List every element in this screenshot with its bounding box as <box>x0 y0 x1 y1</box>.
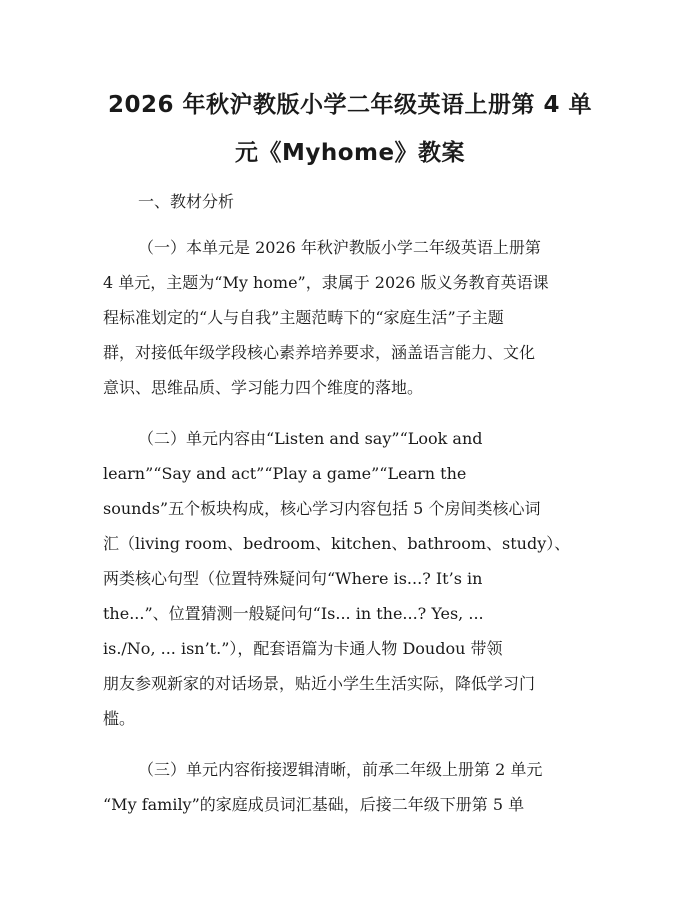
paragraph-1-line-3: 程标准划定的“人与自我”主题范畴下的“家庭生活”子主题 <box>103 308 504 327</box>
document-title-line-2: 元《Myhome》教案 <box>234 140 466 166</box>
paragraph-2-line-5: 两类核心句型（位置特殊疑问句“Where is...? It’s in <box>103 569 483 588</box>
paragraph-2-line-4: 汇（living room、bedroom、kitchen、bathroom、study）、 <box>103 534 571 553</box>
section-heading-textbook-analysis: 一、教材分析 <box>138 192 235 211</box>
paragraph-2-line-2: learn”“Say and act”“Play a game”“Learn the <box>103 464 467 483</box>
paragraph-1-line-1: （一）本单元是 2026 年秋沪教版小学二年级英语上册第 <box>138 238 541 257</box>
paragraph-2-line-9: 槛。 <box>103 709 136 728</box>
paragraph-2-line-3: sounds”五个板块构成，核心学习内容包括 5 个房间类核心词 <box>103 499 541 518</box>
paragraph-3-line-2: “My family”的家庭成员词汇基础，后接二年级下册第 5 单 <box>103 795 525 814</box>
paragraph-2-line-7: is./No, ... isn’t.”），配套语篇为卡通人物 Doudou 带领 <box>103 639 503 658</box>
document-title-line-1: 2026 年秋沪教版小学二年级英语上册第 4 单 <box>107 92 593 118</box>
paragraph-2-line-1: （二）单元内容由“Listen and say”“Look and <box>138 429 483 448</box>
paragraph-1-line-5: 意识、思维品质、学习能力四个维度的落地。 <box>103 378 424 397</box>
paragraph-1-line-4: 群，对接低年级学段核心素养培养要求，涵盖语言能力、文化 <box>103 343 536 362</box>
paragraph-2-line-6: the...”、位置猜测一般疑问句“Is... in the...? Yes, ... <box>103 604 484 623</box>
paragraph-1-line-2: 4 单元，主题为“My home”，隶属于 2026 版义务教育英语课 <box>103 273 549 292</box>
paragraph-2-line-8: 朋友参观新家的对话场景，贴近小学生生活实际，降低学习门 <box>103 674 536 693</box>
paragraph-3-line-1: （三）单元内容衔接逻辑清晰，前承二年级上册第 2 单元 <box>138 760 543 779</box>
